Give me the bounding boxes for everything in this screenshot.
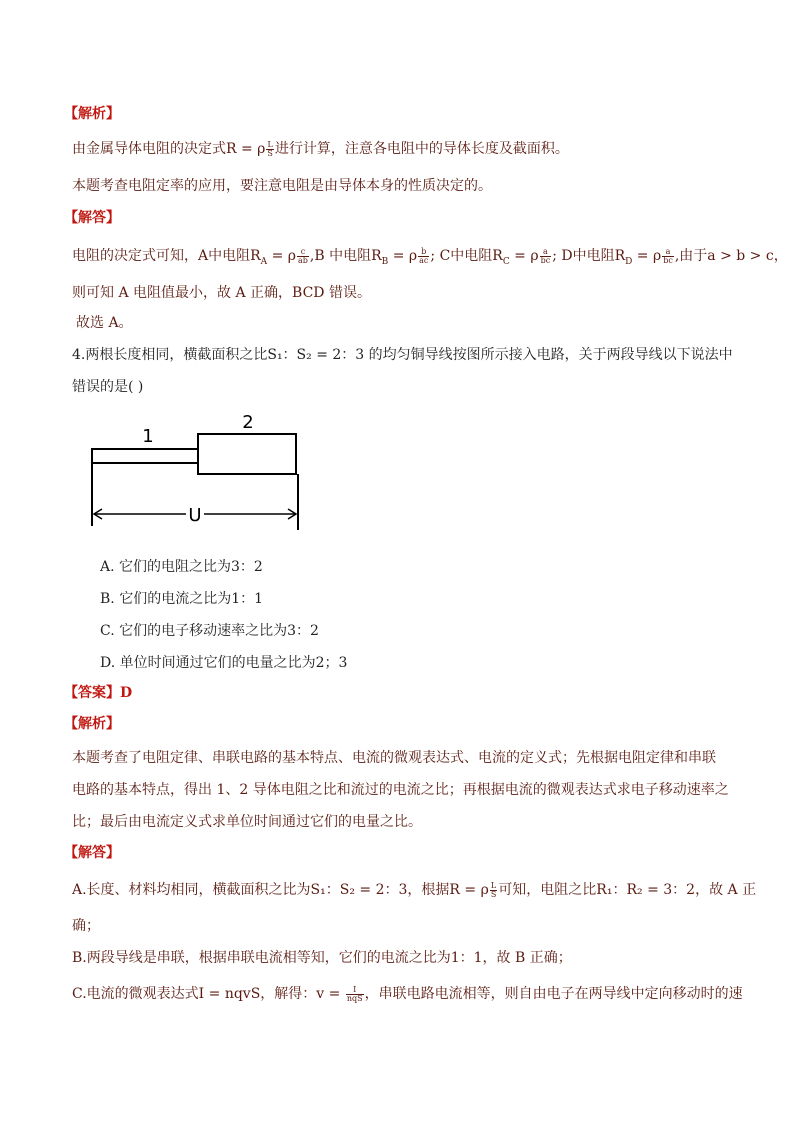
option-b: B. 它们的电流之比为1：1 [100, 591, 264, 607]
option-a: A. 它们的电阻之比为3：2 [100, 559, 263, 575]
text-segment: = ρ [388, 248, 418, 264]
solution-resistance-line [72, 246, 788, 272]
resistance-formula-line [72, 139, 569, 159]
text-segment: = ρ [267, 248, 297, 264]
text-segment: ; D中电阻R [552, 248, 626, 264]
answer-tag: 【答案】D [64, 685, 133, 701]
frac-num: a [540, 248, 552, 257]
frac-num: L [267, 139, 273, 149]
solution-tag: 【解答】 [64, 210, 120, 226]
text-segment: 可知，电阻之比R₁：R₂ = 3：2，故 A 正 [498, 882, 757, 898]
frac-den: ac [419, 255, 429, 265]
analysis-line-1: 本题考查了电阻定律、串联电路的基本特点、电流的微观表达式、电流的定义式；先根据电阻定律和串联 [72, 750, 716, 766]
text-segment: 进行计算，注意各电阻中的导体长度及截面积。 [274, 141, 569, 157]
analysis-line-3: 比；最后由电流定义式求单位时间通过它们的电量之比。 [72, 814, 422, 830]
analysis-line-2: 电路的基本特点，得出 1、2 导体电阻之比和流过的电流之比；再根据电流的微观表达式求电子移动速率之 [72, 782, 729, 798]
fraction-d [662, 248, 674, 265]
frac-num: a [662, 248, 674, 257]
frac-den: nqS [346, 993, 363, 1003]
subscript: B [381, 256, 389, 267]
frac-den: bc [540, 255, 551, 265]
analysis-text: 本题考查电阻定率的应用，要注意电阻是由导体本身的性质决定的。 [72, 178, 492, 194]
solution-a-line-cont: 确； [72, 918, 100, 934]
text-segment: C.电流的微观表达式I = nqvS，解得：v = [72, 986, 345, 1002]
option-c: C. 它们的电子移动速率之比为3：2 [100, 623, 319, 639]
text-segment: ,由于a > b > c， [674, 248, 788, 264]
solution-c-line [72, 984, 743, 1004]
wire-circuit-figure [86, 404, 306, 532]
frac-den: S [267, 148, 273, 158]
text-segment: = ρ [632, 248, 662, 264]
text-segment: = ρ [509, 248, 539, 264]
analysis-tag: 【解析】 [64, 106, 120, 122]
text-segment: 电阻的决定式可知，A中电阻R [72, 248, 261, 264]
fraction-i-over-nqs [346, 986, 364, 1003]
frac-num: L [490, 880, 497, 890]
option-d: D. 单位时间通过它们的电量之比为2；3 [100, 655, 348, 671]
fraction-l-over-s [266, 141, 273, 158]
subscript: A [260, 256, 268, 267]
solution-b-line: B.两段导线是串联，根据串联电流相等知，它们的电流之比为1：1，故 B 正确； [72, 950, 572, 966]
analysis-tag-q4: 【解析】 [64, 716, 120, 732]
subscript: C [502, 256, 510, 267]
text-segment: ; C中电阻R [430, 248, 503, 264]
frac-num: I [346, 986, 364, 995]
frac-num: b [418, 248, 429, 257]
text-segment: 由金属导体电阻的决定式R = ρ [72, 141, 266, 157]
solution-a-line [72, 880, 756, 900]
fraction-a [297, 248, 309, 265]
subscript: D [625, 256, 633, 267]
wire-1 [92, 449, 198, 463]
voltage-label: U [188, 505, 202, 526]
text-segment: ，串联电路电流相等，则自由电子在两导线中定向移动时的速 [364, 986, 743, 1002]
text-segment: ,B 中电阻R [309, 248, 382, 264]
fraction-b [418, 248, 429, 265]
fraction-c [540, 248, 552, 265]
frac-den: bc [663, 255, 673, 265]
question-stem-line2: 错误的是( ) [72, 379, 144, 395]
frac-den: ab [298, 255, 308, 265]
wire-1-label: 1 [142, 426, 154, 447]
frac-num: c [297, 248, 309, 257]
wire-2 [198, 434, 296, 474]
frac-den: S [490, 889, 497, 899]
solution-conclusion: 则可知 A 电阻值最小，故 A 正确，BCD 错误。 [72, 285, 371, 301]
text-segment: A.长度、材料均相同，横截面积之比为S₁：S₂ = 2：3，根据R = ρ [72, 882, 489, 898]
question-stem-line1: 4.两根长度相同，横截面积之比S₁：S₂ = 2：3 的均匀铜导线按图所示接入电路，关于两段导线以下说法中 [72, 347, 733, 363]
solution-tag-q4: 【解答】 [64, 845, 120, 861]
choice-statement: 故选 A。 [76, 315, 133, 331]
fraction-l-over-s [490, 882, 497, 899]
wire-2-label: 2 [242, 412, 254, 433]
